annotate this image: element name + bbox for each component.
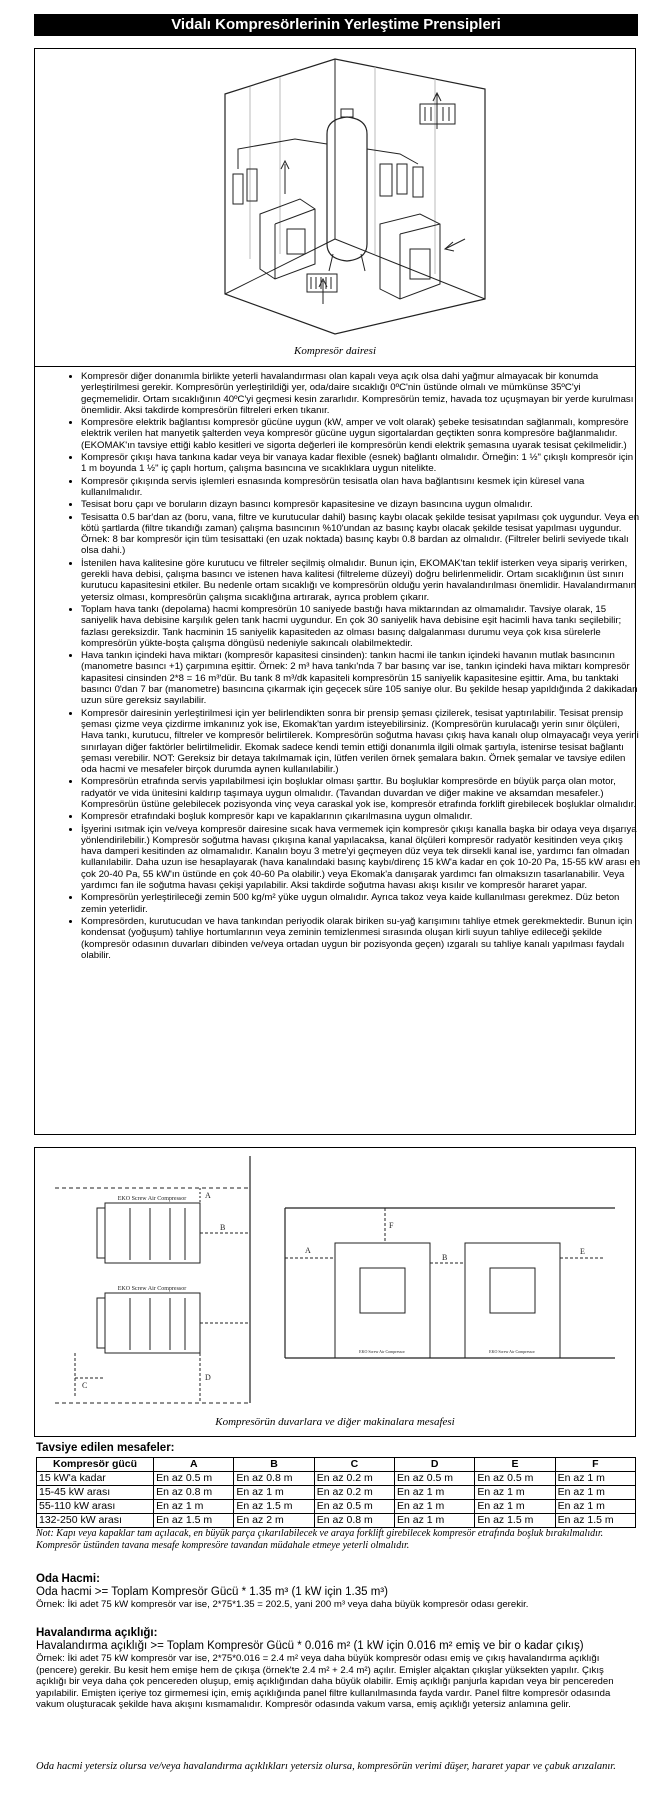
table-cell: En az 0.8 m	[314, 1514, 394, 1528]
list-item: • Toplam hava tankı (depolama) hacmi kompresörün 10 saniyede bastığı hava miktarından az olmamalıdır. Tavsiye olarak, 15 saniyelik hava debisine karşılık gelen tank hacmi uygundur. En çok 30 saniyelik hava debisine eşit hacimli hava tankı seçilebilir; fazlası gereksizdir. Tank hacminin 15 saniyelik kapasiteden az olması basınç dalgalanması durumu veya çok kısa sürelerle kompresörün yükte-boşta çalışma döngüsü nedeniyle sakıncalı olabilmektedir.	[81, 604, 641, 649]
table-cell: 55-110 kW arası	[37, 1500, 154, 1514]
table-cell: En az 1 m	[555, 1486, 635, 1500]
list-item: • Kompresörden, kurutucudan ve hava tankından periyodik olarak biriken su-yağ karışımını tahliye etmek gerekmektedir. Bunun için kondensat (yoğuşum) tahliye hortumlarının veya zeminin temizlenmesi sırasında oluşan kirli suyun tahliye edileceği şekilde (kompresör odasının duvarları dibinden ve/veya ortadan uygun bir pozisyonda geçen) ızgaralı su tahliye kanalı yapılması faydalı olabilir.	[81, 916, 641, 961]
table-row	[37, 1500, 636, 1514]
room-formula: Oda hacmi >= Toplam Kompresör Gücü * 1.35 m³ (1 kW için 1.35 m³)	[36, 1586, 388, 1598]
table-row	[37, 1472, 636, 1486]
table-cell: En az 0.5 m	[154, 1472, 234, 1486]
table-cell: En az 0.8 m	[234, 1472, 314, 1486]
table-cell: En az 0.5 m	[475, 1472, 555, 1486]
dim-e-label: E	[580, 1247, 585, 1256]
clearance-diagram-icon	[35, 1148, 635, 1436]
col-header: E	[475, 1458, 555, 1472]
guideline-list	[65, 371, 641, 962]
table-cell: En az 1.5 m	[555, 1514, 635, 1528]
dim-a-elev-label: A	[305, 1246, 311, 1255]
table-cell: En az 1 m	[154, 1500, 234, 1514]
table-cell: 132-250 kW arası	[37, 1514, 154, 1528]
list-item: • Kompresör dairesinin yerleştirilmesi için yer belirlendikten sonra bir prensip şeması çizilerek, tesisat yaptırılabilir. Tesisat prensip şeması çizme veya çizdirme imkanınız yok ise, Ekomak'tan yardım isteyebilirsiniz. (Kompresörün kurulacağı yerin sınır ölçüleri, Hava tankı, kurutucu, filtreler ve kompresör belirtilerek. Kompresörün soğutma havası çıkış hava kanalı olup olmayacağı veya yerini sınırlayan diğer faktörler belirtilmelidir. Ekomak sadece kendi temin ettiği donanımla ilgili olmak şartıyla, istenirse tesisat bağlantı şeması verebilir. NOT: Gereksiz bir detaya takılmamak için, lütfen verilen örnek şemalara bakın. Örnek şemalar ve tavsiye edilen oda hacmi ve mesafeler birçok durumda aynen kullanılabilir.)	[81, 708, 641, 776]
table-cell: En az 1 m	[555, 1500, 635, 1514]
divider	[35, 366, 635, 367]
col-header: C	[314, 1458, 394, 1472]
table-cell: En az 1 m	[395, 1500, 475, 1514]
table-cell: En az 2 m	[234, 1514, 314, 1528]
figure2-caption: Kompresörün duvarlara ve diğer makinalara mesafesi	[215, 1416, 455, 1428]
list-item: • Hava tankın içindeki hava miktarı (kompresör kapasitesi cinsinden): tankın hacmi ile tankın içindeki havanın mutlak basıncının (manometre basıncı +1) çarpımına eşittir. Örnek: 2 m³ hava tankı'nda 7 bar basınç var ise, tankın içindeki hava miktarı kompresör kapasitesi cinsinden 2*8 = 16 m³'dür. Bu tank 8 m³/dk kapasiteli kompresörün 15 saniyelik kapasitesine eşittir. Ama, bu tanktaki basıncı 0'dan 7 bar (manometre) basıncına çıkarmak için geçecek süre 105 saniye olur. Bu şekilde hesap yapıldığında 2 dakikadan uzun süre gereksiz sayılabilir.	[81, 650, 641, 706]
list-item: • İşyerini ısıtmak için ve/veya kompresör dairesine sıcak hava vermemek için kompresör çıkışı kanalla başka bir odaya veya dışarıya yönlendirilebilir.) Kompresör soğutma havası çıkışına kanal yapılacaksa, kanal ölçüleri kompresör radyatör kesitinden veya çıkış hava damperi kesitinden az olmamalıdır. Kanalın boyu 3 metre'yi geçmeyen düz veya tek dirsekli kanal ise, yardımcı fan olmadan kullanılabilir. Daha uzun ise hesaplayarak (hava kanalındaki basınç kaybı/direnç 15 kW'a kadar en çok 10-20 Pa, 15-55 kW arası en çok 20-40 Pa, 55 kW'ın üstünde en çok 40-60 Pa olabilir.) veya Ekomak'a danışarak yardımcı fan olmaksızın tasarlanabilir. Veya yardımcı fan ile soğutma havası çekişi yapılabilir. Aksi takdirde soğutma havası akışı kısılır ve kompresör hararet yapar.	[81, 824, 641, 892]
room-volume-section	[36, 1572, 636, 1611]
table-cell: En az 1 m	[395, 1514, 475, 1528]
list-item: • Kompresör çıkışı hava tankına kadar veya bir vanaya kadar flexible (esnek) bağlantı olmalıdır. Örneğin: 1 ½" çıkışlı kompresör için 1 m boyunda 1 ½" iç çaplı hortum, çalışma basıncına ve sıcaklıklara uygun nitelikte.	[81, 452, 641, 475]
table-cell: En az 0.5 m	[314, 1500, 394, 1514]
table-cell: En az 1 m	[234, 1486, 314, 1500]
unit-label-elev-2: EKO Screw Air Compressor	[489, 1349, 535, 1354]
dim-c-label: C	[82, 1381, 88, 1390]
dim-a-label: A	[205, 1191, 211, 1200]
list-item: • İstenilen hava kalitesine göre kurutucu ve filtreler seçilmiş olmalıdır. Bunun için, EKOMAK'tan teklif isterken veya sipariş verirken, gerekli hava debisi, çalışma basıncı ve istenen hava kalitesi (filtreleme düzeyi) doğru belirlenmelidir. Ortam sıcaklığının üst sınırı kurutucu kapasitesini etkiler. Bu nedenle ortam sıcaklığı ve kompresörün olduğu yerin havalandırılması önemlidir. Havalandırmanın yetersiz olması, kompresörün çalışma sıcaklığına artırarak, ayrıca problem çıkarır.	[81, 558, 641, 603]
section-title: Oda Hacmi:	[36, 1573, 100, 1585]
ventilation-formula: Havalandırma açıklığı >= Toplam Kompresör Gücü * 0.016 m² (1 kW için 0.016 m² emiş ve bir o kadar çıkış)	[36, 1640, 584, 1652]
table-cell: En az 1 m	[475, 1500, 555, 1514]
list-item: • Tesisat boru çapı ve boruların dizayn basıncı kompresör kapasitesine ve dizayn basıncına uygun olmalıdır.	[81, 499, 641, 510]
list-item: • Kompresör diğer donanımla birlikte yeterli havalandırması olan kapalı veya açık olsa dahi yağmur almayacak bir konumda yerleştirilmesi gerekir. Kompresörün yerleştirildiği yer, oda/daire sıcaklığı 0ºC'nin üstünde olmalı ve mümkünse 35ºC'yi geçmemelidir. Ortam sıcaklığının 40ºC'yi geçmesi kesin zararlıdır. Kompresörün temiz, havada toz uçuşmayan bir yerde kurulması önemlidir. Aksi takdirde kompresörün filtreleri erken tıkanır.	[81, 371, 641, 416]
list-item: • Kompresörün yerleştirileceği zemin 500 kg/m² yüke uygun olmalıdır. Ayrıca takoz veya kaide kullanılması gerekmez. Düz beton zemin yeterlidir.	[81, 892, 641, 915]
unit-label-elev-1: EKO Screw Air Compressor	[359, 1349, 405, 1354]
distance-table	[36, 1457, 636, 1528]
list-item: • Kompresöre elektrik bağlantısı kompresör gücüne uygun (kW, amper ve volt olarak) şebeke tesisatından sağlanmalı, kompresöre elektrik verilen hat manyetik şalterden veya kompresör gücüne uygun sigortalardan geçtikten sonra kompresöre bağlanmalıdır. (EKOMAK'ın tavsiye ettiği kablo kesitleri ve sigorta değerleri ile kompresörün kendi elektrik şemasına uyarak tesisat çekilmelidir.)	[81, 417, 641, 451]
unit-label-bottom: EKO Screw Air Compressor	[117, 1286, 187, 1292]
col-header: Kompresör gücü	[37, 1458, 154, 1472]
table-cell: 15-45 kW arası	[37, 1486, 154, 1500]
table-row	[37, 1486, 636, 1500]
table-cell: En az 0.8 m	[154, 1486, 234, 1500]
page-header: Vidalı Kompresörlerinin Yerleştime Prensipleri	[34, 14, 638, 36]
list-item: • Kompresörün etrafında servis yapılabilmesi için boşluklar olması şarttır. Bu boşluklar kompresörde en büyük parça olan motor, radyatör ve vida ünitesini kaldırıp taşımaya uygun olmalıdır. (Tavandan duvardan ve diğer makine ve aksamdan mesafeler.) Kompresörün üstüne gelebilecek pozisyonda vinç veya caraskal yok ise, kompresör etrafında forklift girebilecek boşluklar olmalıdır.	[81, 776, 641, 810]
table-row	[37, 1514, 636, 1528]
figure1-caption: Kompresör dairesi	[294, 345, 376, 357]
table-header-row	[37, 1458, 636, 1472]
list-item: • Tesisatta 0.5 bar'dan az (boru, vana, filtre ve kurutucular dahil) basınç kaybı olacak şekilde tesisat yapılması çok uygundur. Veya en kötü şartlarda (filtre tıkandığı zaman) çalışma basıncının %10'undan az basınç kaybı olacak şekilde tesisat yapılması uygundur. Örnek: 8 bar kompresör için tüm tesisattaki (en uzak noktada) basınç kaybı 0.8 bardan az olmalıdır. (Filtreler belirli seviyede tıkalı olsa dahi.)	[81, 512, 641, 557]
dim-f-label: F	[389, 1221, 394, 1230]
table-cell: En az 1 m	[555, 1472, 635, 1486]
dim-b-label: B	[220, 1223, 226, 1232]
unit-label-top: EKO Screw Air Compressor	[117, 1196, 187, 1202]
col-header: F	[555, 1458, 635, 1472]
clearance-figure-box	[34, 1147, 636, 1437]
compressor-room-box	[34, 48, 641, 1135]
final-note: Oda hacmi yetersiz olursa ve/veya havalandırma açıklıkları yetersiz olursa, kompresörün verimi düşer, hararet yapar ve çabuk arızalanır.	[36, 1761, 616, 1772]
table-cell: En az 0.5 m	[395, 1472, 475, 1486]
ventilation-section	[36, 1626, 636, 1711]
col-header: B	[234, 1458, 314, 1472]
list-item: • Kompresör etrafındaki boşluk kompresör kapı ve kapaklarının çıkarılmasına uygun olmalıdır.	[81, 811, 641, 822]
table-cell: En az 1 m	[475, 1486, 555, 1500]
table-note: Not: Kapı veya kapaklar tam açılacak, en büyük parça çıkarılabilecek ve araya forklift girebilecek kompresör etrafında boşluk bırakılmalıdır. Kompresör üstünden tavana mesafe kompresöre tavandan müdahale etmeye yeterli olmalıdır.	[36, 1528, 604, 1551]
list-item: • Kompresör çıkışında servis işlemleri esnasında kompresörün tesisatla olan hava bağlantısını kesmek için küresel vana kullanılmalıdır.	[81, 476, 641, 499]
table-cell: En az 0.2 m	[314, 1486, 394, 1500]
table-cell: En az 0.2 m	[314, 1472, 394, 1486]
table-cell: En az 1.5 m	[234, 1500, 314, 1514]
table-cell: 15 kW'a kadar	[37, 1472, 154, 1486]
table-cell: En az 1.5 m	[154, 1514, 234, 1528]
section-title: Havalandırma açıklığı:	[36, 1627, 158, 1639]
col-header: D	[395, 1458, 475, 1472]
table-cell: En az 1.5 m	[475, 1514, 555, 1528]
room-example: Örnek: İki adet 75 kW kompresör var ise, 2*75*1.35 = 202.5, yani 200 m³ veya daha büyük kompresör odası gerekir.	[36, 1599, 529, 1610]
ventilation-example: Örnek: İki adet 75 kW kompresör var ise, 2*75*0.016 = 2.4 m² veya daha büyük kompresör odası emiş ve çıkış havalandırma açıklığı (pencere) gerekir. Bu kesit hem emişe hem de çıkışa (örnek'te 2.4 m² + 2.4 m²) açılır. Emişler alçaktan çıkışlar yüksekten yapılır. Çıkış açıklığı bir veya daha çok pencereden oluşup, emiş açıklığından daha büyük olabilir. Emiş açıklığı panjurla kapıdan veya bir pencereden yapılabilir. Emişten içeriye toz girmemesi için, emiş açıklığında panel filtre kullanılmasında fayda vardır. Panel filtre kompresör odasında vakum oluşturacak şekilde hava akışını kısmamalıdır. Kompresör odasında vakum varsa, emiş açıklığı yetersiz anlamına gelir.	[36, 1653, 614, 1710]
dim-d-label: D	[205, 1373, 211, 1382]
col-header: A	[154, 1458, 234, 1472]
table-cell: En az 1 m	[395, 1486, 475, 1500]
dim-b-elev-label: B	[442, 1253, 448, 1262]
compressor-room-illustration-icon	[35, 49, 635, 367]
table-title: Tavsiye edilen mesafeler:	[36, 1442, 175, 1454]
